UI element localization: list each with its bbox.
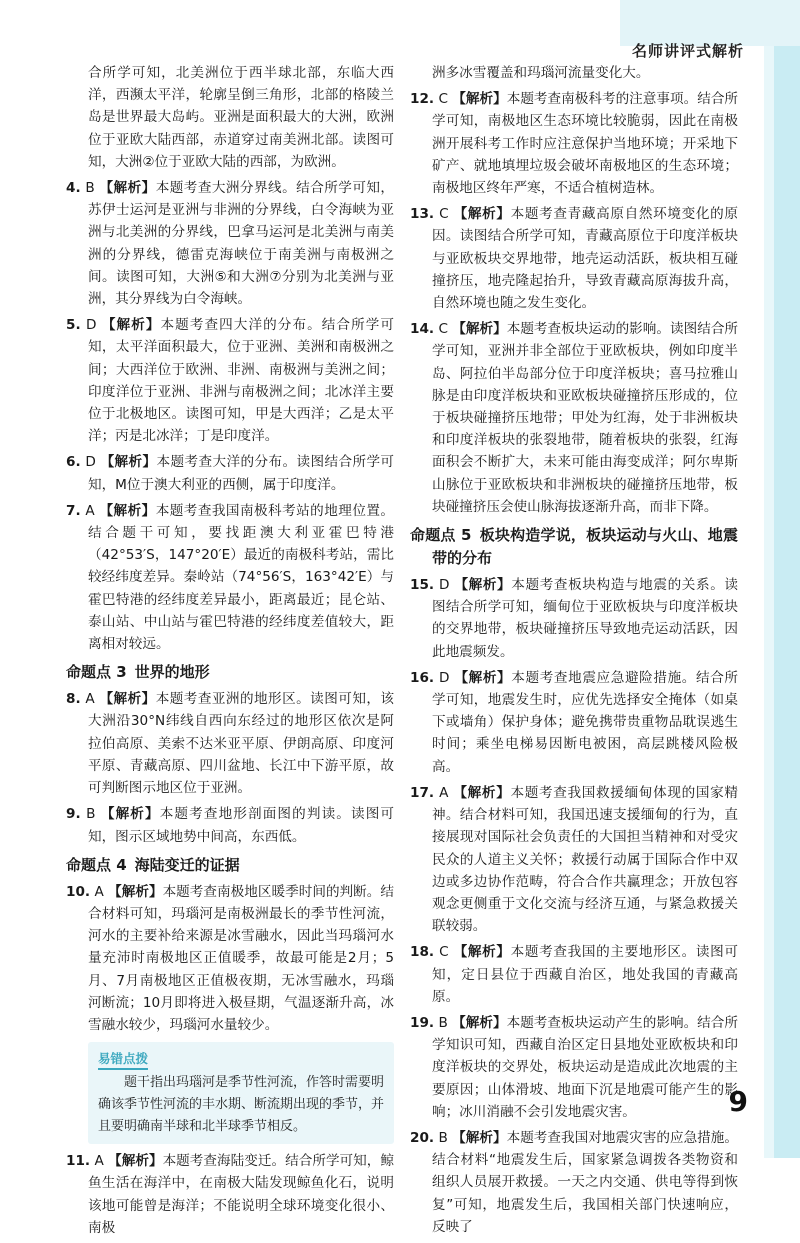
page-number: 9 — [728, 1085, 748, 1118]
analysis-text: 本题考查大洋的分布。读图结合所学可知，M位于澳大利亚的西侧，属于印度洋。 — [88, 454, 395, 493]
analysis-text: 本题考查板块运动产生的影响。结合所学知识可知，西藏自治区定日县地处亚欧板块和印度洋板块的交界处，板块运动是造成此次地震的主要原因；山体滑坡、地面下沉是地震可能产生的影响；冰川消融不会引发地震灾害。 — [432, 1014, 739, 1120]
analysis-text: 本题考查南极科考的注意事项。结合所学可知，南极地区生态环境比较脆弱，因此在南极洲开展科考工作时应注意保护当地环境；开采地下矿产、就地填埋垃圾会破坏南极地区的生态环境；南极地区终年严寒，不适合植树造林。 — [432, 91, 739, 197]
answer-item-18 — [410, 941, 738, 1008]
answer-letter: B — [438, 1129, 448, 1146]
analysis-tag: 【解析】 — [452, 1014, 507, 1031]
answer-letter: C — [438, 91, 448, 108]
answer-item-16 — [410, 667, 738, 778]
analysis-text: 本题考查我国南极科考站的地理位置。结合题干可知，要找距澳大利亚霍巴特港（42°53′S，147°20′E）最近的南极科考站，需比较经纬度差异。秦岭站（74°56′S，163°42′E）与霍巴特港的经纬度差异最小，距离最近；昆仑站、泰山站、中山站与霍巴特港的经纬度差值较大，距离相对较远。 — [88, 502, 395, 653]
analysis-text: 本题考查地震应急避险措施。结合所学可知，地震发生时，应优先选择安全掩体（如桌下或墙角）保护身体；避免携带贵重物品耽误逃生时间；乘坐电梯易因断电被困，高层跳楼风险极高。 — [432, 669, 738, 775]
answer-item-6 — [66, 451, 394, 495]
analysis-tag: 【解析】 — [454, 577, 512, 594]
answer-item-14 — [410, 318, 738, 518]
answer-item-5 — [66, 314, 394, 447]
analysis-tag: 【解析】 — [452, 1129, 507, 1146]
item-number: 13. — [410, 206, 435, 223]
analysis-tag: 【解析】 — [454, 669, 512, 686]
item-number: 8. — [66, 691, 81, 708]
section-label: 命题点 4 — [66, 855, 127, 874]
right-edge-strip — [764, 46, 800, 1158]
analysis-text: 本题考查我国救援缅甸体现的国家精神。结合材料可知，我国迅速支援缅甸的行为，直接展现对国际社会负责任的大国担当精神和对受灾民众的人道主义关怀；救援行动属于国际合作中双边或多边协作范畴，符合合作共赢理念；开放包容观念更侧重于文化交流与经济互通，与紧急救援关联较弱。 — [432, 784, 739, 935]
continued-text: 合所学可知，北美洲位于西半球北部，东临大西洋，西濒太平洋，轮廓呈倒三角形，北部的格陵兰岛是世界最大岛屿。亚洲是面积最大的大洲，欧洲位于亚欧大陆西部，赤道穿过南美洲北部。读图可知，大洲②位于亚欧大陆的西部，为欧洲。 — [88, 65, 394, 170]
analysis-text: 本题考查青藏高原自然环境变化的原因。读图结合所学可知，青藏高原位于印度洋板块与亚欧板块交界地带，地壳运动活跃，板块相互碰撞挤压，地壳隆起抬升，导致青藏高原海拔升高，自然环境也随之发生变化。 — [432, 206, 739, 312]
answer-letter: C — [439, 206, 449, 223]
answer-letter: D — [439, 577, 450, 594]
item-number: 6. — [66, 454, 81, 471]
item-number: 15. — [410, 577, 435, 594]
answer-item-11 — [66, 1150, 394, 1239]
section-label: 命题点 3 — [66, 663, 127, 682]
answer-item-20 — [410, 1127, 738, 1238]
answer-item-19 — [410, 1012, 738, 1123]
analysis-tag: 【解析】 — [99, 691, 156, 708]
continued-paragraph — [66, 62, 394, 173]
item-number: 12. — [410, 91, 435, 108]
item-number: 9. — [66, 806, 81, 823]
right-column — [410, 62, 738, 1242]
analysis-text: 本题考查地形剖面图的判读。读图可知，图示区域地势中间高，东西低。 — [88, 806, 395, 845]
item-number: 10. — [66, 883, 91, 900]
continued-text: 洲多冰雪覆盖和玛瑙河流量变化大。 — [432, 65, 650, 81]
analysis-tag: 【解析】 — [100, 454, 157, 471]
analysis-tag: 【解析】 — [100, 806, 160, 823]
answer-letter: A — [85, 502, 95, 519]
answer-letter: A — [94, 1153, 104, 1170]
answer-item-9 — [66, 803, 394, 847]
section-heading-4 — [66, 854, 394, 877]
answer-letter: C — [438, 321, 448, 338]
item-number: 18. — [410, 944, 435, 961]
item-number: 5. — [66, 317, 81, 334]
item-number: 7. — [66, 502, 81, 519]
item-number: 20. — [410, 1129, 435, 1146]
section-heading-3 — [66, 661, 394, 684]
analysis-tag: 【解析】 — [99, 502, 156, 519]
answer-letter: D — [439, 669, 450, 686]
section-title: 板块构造学说，板块运动与火山、地震带的分布 — [432, 526, 738, 568]
item-number: 17. — [410, 784, 435, 801]
answer-letter: A — [94, 883, 104, 900]
answer-letter: B — [85, 180, 95, 197]
item-number: 19. — [410, 1014, 435, 1031]
item-number: 4. — [66, 180, 81, 197]
analysis-text: 本题考查板块运动的影响。读图结合所学可知，亚洲并非全部位于亚欧板块，例如印度半岛、阿拉伯半岛部分位于印度洋板块；喜马拉雅山脉是由印度洋板块和亚欧板块碰撞挤压形成的，位于板块碰撞挤压地带；甲处为红海，处于非洲板块和印度洋板块的张裂地带，随着板块的张裂，红海面积会不断扩大，未来可能由海变成洋；阿尔卑斯山脉位于亚欧板块和非洲板块的碰撞挤压地带，板块碰撞挤压会使山脉海拔逐渐升高，而非下降。 — [432, 321, 739, 515]
item-number: 14. — [410, 321, 435, 338]
answer-letter: B — [86, 806, 96, 823]
item-number: 11. — [66, 1153, 91, 1170]
answer-letter: D — [86, 317, 97, 334]
analysis-text: 本题考查大洲分界线。结合所学可知，苏伊士运河是亚洲与非洲的分界线，白令海峡为亚洲与北美洲的分界线，巴拿马运河是北美洲与南美洲的分界线，德雷克海峡位于南美洲与南极洲之间。读图可知，大洲⑤和大洲⑦分别为北美洲与亚洲，其分界线为白令海峡。 — [88, 180, 395, 308]
analysis-tag: 【解析】 — [452, 321, 507, 338]
error-tip-text: 题干指出玛瑙河是季节性河流，作答时需要明确该季节性河流的丰水期、断流期出现的季节，并且要明确南半球和北半球季节相反。 — [98, 1075, 385, 1135]
answer-item-12 — [410, 88, 738, 199]
answer-item-7 — [66, 500, 394, 655]
analysis-tag: 【解析】 — [108, 883, 163, 900]
analysis-text: 本题考查南极地区暖季时间的判断。结合材料可知，玛瑙河是南极洲最长的季节性河流，河水的主要补给来源是冰雪融水，因此当玛瑙河水量充沛时南极地区正值暖季，故最可能是2月；5月、7月南极地区正值极夜期，无冰雪融水，玛瑙河断流；10月即将进入极昼期，气温逐渐升高，冰雪融水较少，玛瑙河水量较少。 — [88, 883, 394, 1033]
answer-letter: A — [439, 784, 449, 801]
analysis-text: 本题考查亚洲的地形区。读图可知，该大洲沿30°N纬线自西向东经过的地形区依次是阿拉伯高原、美索不达米亚平原、伊朗高原、印度河平原、青藏高原、四川盆地、长江中下游平原，故可判断图示地区位于亚洲。 — [88, 691, 395, 797]
analysis-text: 本题考查四大洋的分布。结合所学可知，太平洋面积最大，位于亚洲、美洲和南极洲之间；大西洋位于欧洲、非洲、南极洲与美洲之间；印度洋位于亚洲、非洲与南极洲之间；北冰洋主要位于北极地区。读图可知，甲是大西洋；乙是太平洋；丙是北冰洋；丁是印度洋。 — [88, 317, 394, 445]
section-title: 海陆变迁的证据 — [134, 855, 240, 874]
answer-item-8 — [66, 688, 394, 799]
answer-letter: A — [85, 691, 95, 708]
section-label: 命题点 5 — [410, 526, 472, 545]
answer-letter: B — [438, 1014, 448, 1031]
analysis-tag: 【解析】 — [453, 944, 511, 961]
header-title: 名师讲评式解析 — [631, 42, 744, 60]
analysis-tag: 【解析】 — [452, 91, 507, 108]
error-tip-box — [88, 1042, 394, 1144]
answer-item-4 — [66, 177, 394, 310]
analysis-tag: 【解析】 — [453, 784, 511, 801]
left-column — [66, 62, 394, 1243]
continued-paragraph — [410, 62, 738, 84]
analysis-text: 本题考查我国的主要地形区。读图可知，定日县位于西藏自治区，地处我国的青藏高原。 — [432, 944, 739, 1005]
answer-item-17 — [410, 782, 738, 937]
right-edge-strip-inner — [764, 46, 774, 1158]
analysis-tag: 【解析】 — [108, 1153, 163, 1170]
analysis-tag: 【解析】 — [453, 206, 511, 223]
analysis-text: 本题考查板块构造与地震的关系。读图结合所学可知，缅甸位于亚欧板块与印度洋板块的交界地带，板块碰撞挤压导致地壳运动活跃，因此地震频发。 — [432, 577, 738, 660]
analysis-tag: 【解析】 — [99, 180, 156, 197]
answer-item-10 — [66, 881, 394, 1036]
error-tip-label: 易错点拨 — [98, 1050, 148, 1070]
analysis-text: 本题考查我国对地震灾害的应急措施。结合材料“地震发生后，国家紧急调拨各类物资和组织人员展开救援。一天之内交通、供电等得到恢复”可知，地震发生后，我国相关部门快速响应，反映了 — [432, 1129, 739, 1235]
answer-item-13 — [410, 203, 738, 314]
analysis-tag: 【解析】 — [101, 317, 161, 334]
section-heading-5 — [410, 524, 738, 570]
answer-letter: D — [85, 454, 96, 471]
section-title: 世界的地形 — [134, 663, 210, 682]
answer-item-15 — [410, 574, 738, 663]
analysis-text: 本题考查海陆变迁。结合所学可知，鲸鱼生活在海洋中，在南极大陆发现鲸鱼化石，说明该地可能曾是海洋；不能说明全球环境变化很小、南极 — [88, 1153, 394, 1236]
item-number: 16. — [410, 669, 435, 686]
answer-letter: C — [439, 944, 449, 961]
